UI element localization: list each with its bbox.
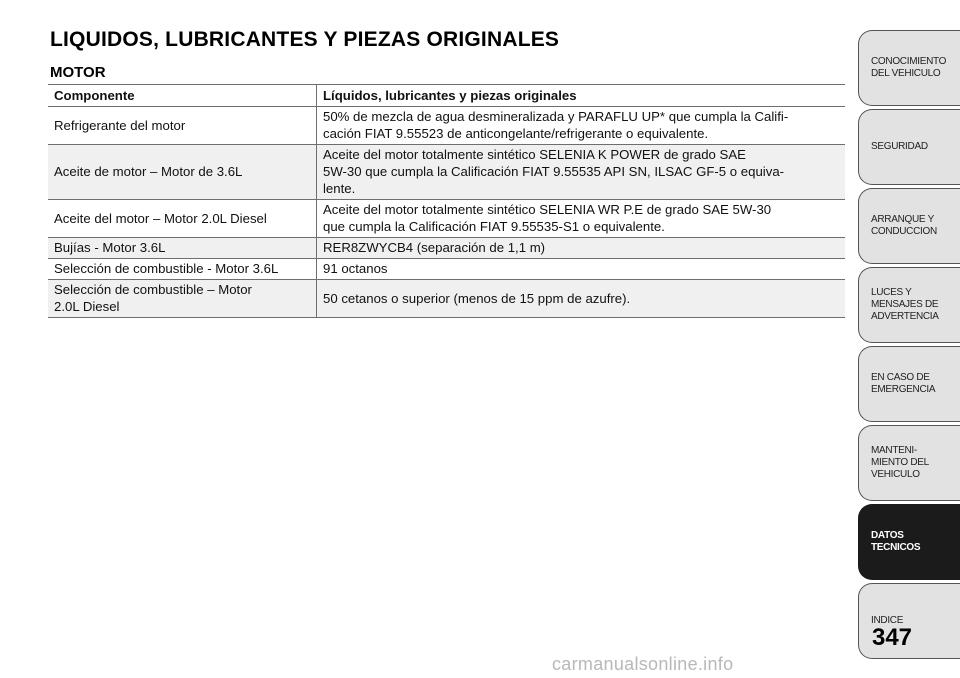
component-cell: Bujías - Motor 3.6L bbox=[48, 238, 317, 259]
table-body bbox=[48, 107, 845, 318]
specifications-table bbox=[48, 84, 845, 318]
component-cell: Refrigerante del motor bbox=[48, 107, 317, 145]
table-row bbox=[48, 238, 845, 259]
chapter-tab-label: MANTENI- MIENTO DEL VEHICULO bbox=[871, 445, 929, 480]
chapter-tab[interactable] bbox=[858, 425, 960, 501]
chapter-tabs bbox=[858, 30, 960, 662]
chapter-tab-label: LUCES Y MENSAJES DE ADVERTENCIA bbox=[871, 287, 939, 322]
chapter-tab[interactable] bbox=[858, 267, 960, 343]
specification-cell: Aceite del motor totalmente sintético SELENIA WR P.E de grado SAE 5W-30 que cumpla la Calificación FIAT 9.55535-S1 o equivalente. bbox=[317, 200, 846, 238]
table-row bbox=[48, 280, 845, 318]
column-header-fluids: Líquidos, lubricantes y piezas originales bbox=[317, 85, 846, 107]
table-header-row bbox=[48, 85, 845, 107]
component-cell: Aceite de motor – Motor de 3.6L bbox=[48, 145, 317, 200]
component-cell: Selección de combustible - Motor 3.6L bbox=[48, 259, 317, 280]
specification-cell: RER8ZWYCB4 (separación de 1,1 m) bbox=[317, 238, 846, 259]
chapter-tab[interactable] bbox=[858, 346, 960, 422]
page-number: 347 bbox=[871, 624, 913, 651]
specification-cell: Aceite del motor totalmente sintético SELENIA K POWER de grado SAE 5W-30 que cumpla la Calificación FIAT 9.55535 API SN, ILSAC GF-5 o equiva- lente. bbox=[317, 145, 846, 200]
watermark: carmanualsonline.info bbox=[552, 654, 734, 674]
specification-cell: 91 octanos bbox=[317, 259, 846, 280]
page-title: LIQUIDOS, LUBRICANTES Y PIEZAS ORIGINALES bbox=[50, 28, 560, 51]
chapter-tab[interactable] bbox=[858, 188, 960, 264]
component-cell: Selección de combustible – Motor 2.0L Diesel bbox=[48, 280, 317, 318]
chapter-tab-label: INDICE bbox=[871, 615, 904, 626]
chapter-tab-label: SEGURIDAD bbox=[871, 141, 928, 152]
chapter-tab-label: EN CASO DE EMERGENCIA bbox=[871, 372, 936, 395]
chapter-tab[interactable] bbox=[858, 109, 960, 185]
column-header-component: Componente bbox=[48, 85, 317, 107]
chapter-tab-label: CONOCIMIENTO DEL VEHICULO bbox=[871, 56, 947, 79]
section-title: MOTOR bbox=[50, 64, 106, 81]
table-row bbox=[48, 107, 845, 145]
specification-cell: 50% de mezcla de agua desmineralizada y PARAFLU UP* que cumpla la Califi- cación FIAT 9.55523 de anticongelante/refrigerante o equivalente. bbox=[317, 107, 846, 145]
chapter-tab[interactable] bbox=[858, 30, 960, 106]
table-row bbox=[48, 145, 845, 200]
chapter-tab[interactable] bbox=[858, 504, 960, 580]
specification-cell: 50 cetanos o superior (menos de 15 ppm de azufre). bbox=[317, 280, 846, 318]
table-row bbox=[48, 259, 845, 280]
component-cell: Aceite del motor – Motor 2.0L Diesel bbox=[48, 200, 317, 238]
table-row bbox=[48, 200, 845, 238]
chapter-tab-label: ARRANQUE Y CONDUCCION bbox=[871, 214, 937, 237]
chapter-tab-label: DATOS TECNICOS bbox=[871, 530, 921, 553]
